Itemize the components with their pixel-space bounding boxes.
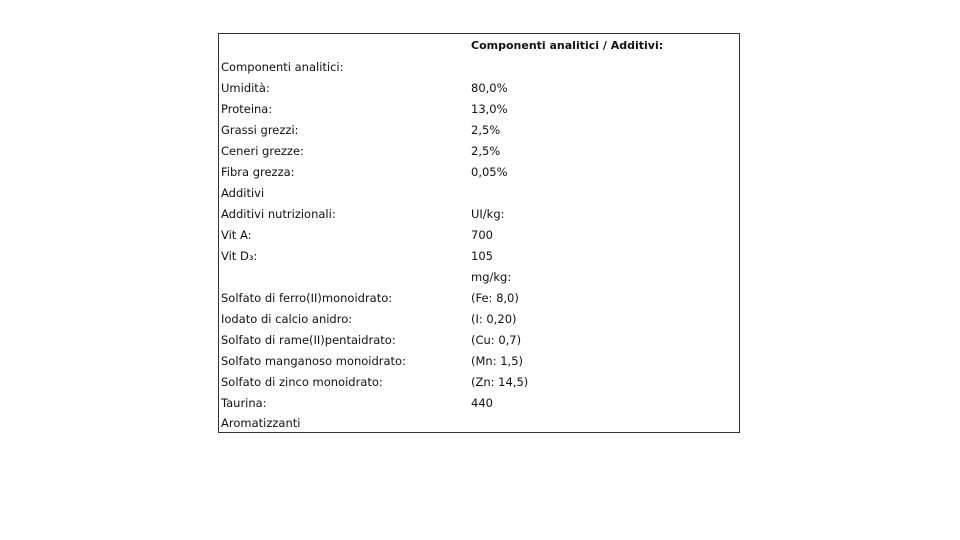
row-value: 2,5% bbox=[471, 144, 501, 158]
row-value: 80,0% bbox=[471, 81, 508, 95]
table-row bbox=[219, 183, 739, 203]
row-label: Proteina: bbox=[221, 102, 273, 116]
table-row bbox=[219, 413, 739, 433]
row-value: 13,0% bbox=[471, 102, 508, 116]
row-label: Additivi nutrizionali: bbox=[221, 207, 336, 221]
row-label: Solfato manganoso monoidrato: bbox=[221, 354, 406, 368]
row-value: (Mn: 1,5) bbox=[471, 354, 524, 368]
table-row bbox=[219, 78, 739, 98]
table-header: Componenti analitici / Additivi: bbox=[471, 39, 664, 52]
row-value: (I: 0,20) bbox=[471, 312, 517, 326]
table-row bbox=[219, 267, 739, 287]
row-label: Componenti analitici: bbox=[221, 60, 344, 74]
row-value: 440 bbox=[471, 396, 493, 410]
nutrition-table bbox=[218, 33, 740, 433]
row-label: Vit D₃: bbox=[221, 249, 258, 263]
table-row bbox=[219, 141, 739, 161]
row-label: Solfato di rame(II)pentaidrato: bbox=[221, 333, 396, 347]
table-row bbox=[219, 330, 739, 350]
row-label: Ceneri grezze: bbox=[221, 144, 304, 158]
table-row bbox=[219, 393, 739, 413]
table-row bbox=[219, 225, 739, 245]
row-value: 105 bbox=[471, 249, 493, 263]
row-value: 700 bbox=[471, 228, 493, 242]
table-row bbox=[219, 288, 739, 308]
row-label: Solfato di zinco monoidrato: bbox=[221, 375, 383, 389]
row-value: (Zn: 14,5) bbox=[471, 375, 529, 389]
row-label: Aromatizzanti bbox=[221, 416, 301, 430]
row-label: Iodato di calcio anidro: bbox=[221, 312, 353, 326]
table-row bbox=[219, 162, 739, 182]
table-row bbox=[219, 57, 739, 77]
table-row bbox=[219, 99, 739, 119]
table-row bbox=[219, 351, 739, 371]
table-row bbox=[219, 372, 739, 392]
row-label: Solfato di ferro(II)monoidrato: bbox=[221, 291, 393, 305]
row-value: 2,5% bbox=[471, 123, 501, 137]
row-value: 0,05% bbox=[471, 165, 508, 179]
table-row bbox=[219, 309, 739, 329]
row-value: UI/kg: bbox=[471, 207, 505, 221]
row-label: Taurina: bbox=[221, 396, 267, 410]
table-row bbox=[219, 246, 739, 266]
table-row bbox=[219, 204, 739, 224]
row-label: Additivi bbox=[221, 186, 265, 200]
table-row bbox=[219, 120, 739, 140]
row-label: Vit A: bbox=[221, 228, 252, 242]
row-label: Grassi grezzi: bbox=[221, 123, 299, 137]
table-header-row bbox=[219, 36, 739, 56]
row-value: (Cu: 0,7) bbox=[471, 333, 522, 347]
row-value: mg/kg: bbox=[471, 270, 512, 284]
row-label: Fibra grezza: bbox=[221, 165, 295, 179]
row-value: (Fe: 8,0) bbox=[471, 291, 519, 305]
row-label: Umidità: bbox=[221, 81, 270, 95]
